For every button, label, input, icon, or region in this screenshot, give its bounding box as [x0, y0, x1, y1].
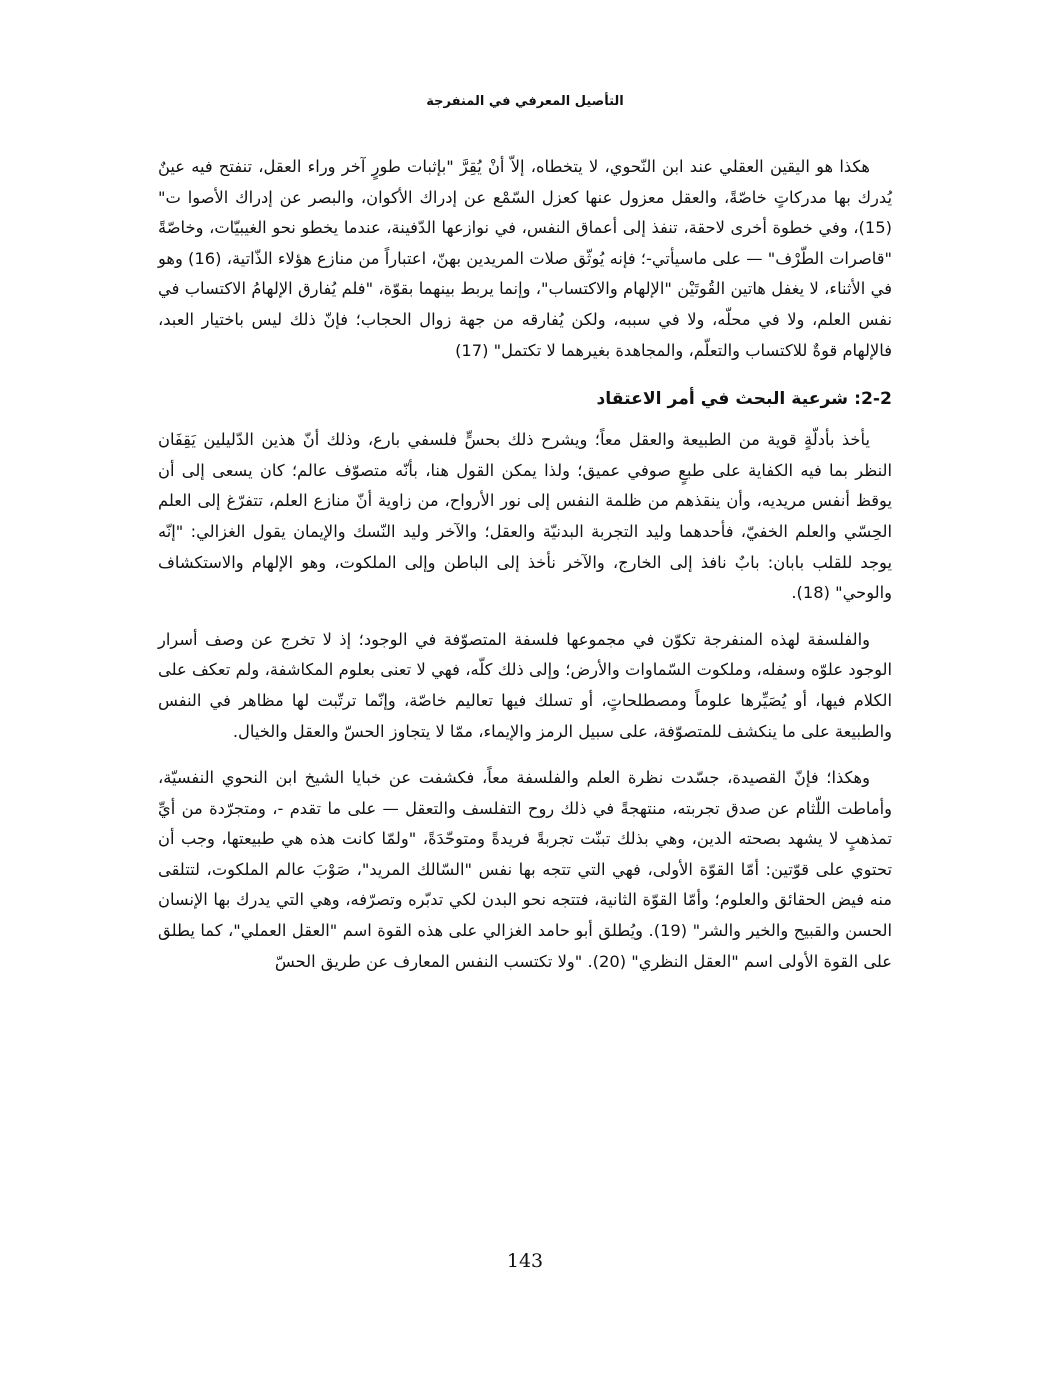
- paragraph-3: والفلسفة لهذه المنفرجة تكوّن في مجموعها فلسفة المتصوّفة في الوجود؛ إذ لا تخرج عن وصف أسرار الوجود علوّه وسفله، وملكوت السّماوات والأرض؛ وإلى ذلك كلّه، فهي لا تعنى بعلوم المكاشفة، ولم تعكف على الكلام فيها، أو يُصَيِّرها علوماً ومصطلحاتٍ، أو تسلك فيها تعاليم خاصّة، وإنّما ترتّبت لها مظاهر في النفس والطبيعة على ما ينكشف للمتصوّفة، على سبيل الرمز والإيماء، ممّا لا يتجاوز الحسّ والعقل والخيال.: [158, 629, 892, 741]
- paragraph-1: هكذا هو اليقين العقلي عند ابن النّحوي، لا يتخطاه، إلاّ أنْ يُقِرَّ "بإثبات طورٍ آخر وراء العقل، تنفتح فيه عينٌ يُدرك بها مدركاتٍ خاصّةً، والعقل معزول عنها كعزل السّمْع عن إدراك الأكوان، والبصر عن إدراك الأصوا ت"(15)، وفي خطوة أخرى لاحقة، تنفذ إلى أعماق النفس، في نوازعها الدّفينة، عندما يخطو نحو الغيبيّات، وخاصّةً "قاصرات الطّرْف" — على ماسيأتي-؛ فإنه يُوثّق صلات المريدين بهنّ، اعتباراً من منازع هؤلاء الذّاتية، (16) وهو في الأثناء، لا يغفل هاتين القُوتَيْن "الإلهام والاكتساب"، وإنما يربط بينهما بقوّة، "فلم يُفارق الإلهامُ الاكتساب في نفس العلم، ولا في محلّه، ولا في سببه، ولكن يُفارقه من جهة زوال الحجاب؛ فإنّ ذلك ليس باختيار العبد، فالإلهام قوةٌ للاكتساب والتعلّم، والمجاهدة بغيرهما لا تكتمل" (17): [158, 157, 892, 360]
- section-heading: 2-2: شرعية البحث في أمر الاعتقاد: [596, 389, 892, 410]
- page-number: 143: [506, 1250, 544, 1272]
- document-page: [158, 0, 892, 1375]
- paragraph-2: يأخذ بأدلّةٍ قوية من الطبيعة والعقل معاً؛ ويشرح ذلك بحسٍّ فلسفي بارع، وذلك أنّ هذين الدّليلين يَقِفَان النظر بما فيه الكفاية على طبعٍ صوفي عميق؛ ولذا يمكن القول هنا، بأنّه متصوّف عالم؛ كان يسعى إلى أن يوقظ أنفس مريديه، وأن ينقذهم من ظلمة النفس إلى نور الأرواح، من زاوية أنّ منازع العلم، تتفرّغ إلى العلم الحِسّي والعلم الخفيّ، فأحدهما وليد التجربة البدنيّة والعقل؛ والآخر وليد النّسك والإيمان يقول الغزالي: "إنّه يوجد للقلب بابان: بابٌ نافذ إلى الخارج، والآخر نأخذ إلى الباطن وإلى الملكوت، وهو الإلهام والاستكشاف والوحي" (18).: [158, 430, 892, 603]
- paragraph-4: وهكذا؛ فإنّ القصيدة، جسّدت نظرة العلم والفلسفة معاً، فكشفت عن خبايا الشيخ ابن النحوي النفسيّة، وأماطت اللّثام عن صدق تجربته، منتهجةً في ذلك روح التفلسف والتعقل — على ما تقدم -، ومتجرّدة من أيِّ تمذهبٍ لا يشهد بصحته الدين، وهي بذلك تبنّت تجربةً فريدةً ومتوحّدَةً، "ولمّا كانت هذه هي طبيعتها، وجب أن تحتوي على قوّتين: أمّا القوّة الأولى، فهي التي تتجه بها نفس "السّالك المريد"، صَوْبَ عالم الملكوت، لتتلقى منه فيض الحقائق والعلوم؛ وأمّا القوّة الثانية، فتتجه نحو البدن لكي تدبّره وتصرّفه، وهي التي يدرك بها الإنسان الحسن والقبيح والخير والشر" (19). ويُطلق أبو حامد الغزالي على هذه القوة اسم "العقل العملي"، كما يطلق على القوة الأولى اسم "العقل النظري" (20). "ولا تكتسب النفس المعارف عن طريق الحسّ: [158, 768, 893, 971]
- body-text: [158, 152, 892, 993]
- running-header-title: التأصيل المعرفي في المنفرجة: [426, 94, 624, 109]
